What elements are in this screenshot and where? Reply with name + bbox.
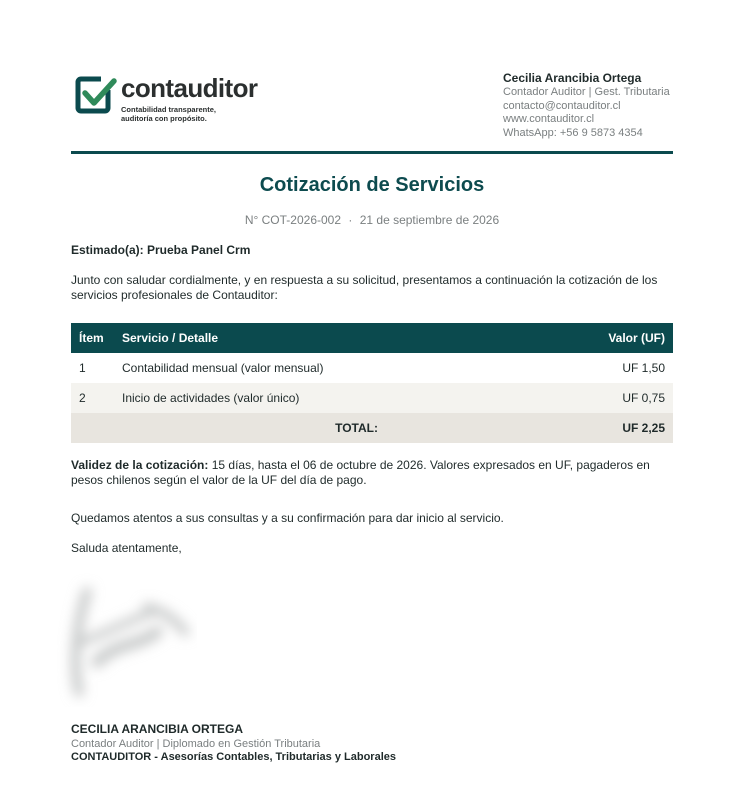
quote-date: 21 de septiembre de 2026 [359, 213, 500, 227]
document-meta [71, 213, 673, 227]
validity-label: Validez de la cotización: [71, 458, 209, 472]
header-item: Ítem [71, 323, 114, 353]
table-row [71, 383, 673, 413]
total-value: UF 2,25 [523, 413, 673, 443]
validity-paragraph [71, 458, 673, 488]
document-title: Cotización de Servicios [259, 174, 485, 196]
handwritten-signature [57, 572, 197, 707]
row-item: 2 [71, 383, 114, 413]
brand-tagline-1: Contabilidad transparente, [121, 105, 217, 114]
row-value: UF 1,50 [622, 361, 665, 375]
contact-name: Cecilia Arancibia Ortega [503, 71, 642, 85]
table-header-row [71, 323, 673, 353]
brand-tagline-2: auditoría con propósito. [121, 114, 207, 123]
row-value: UF 0,75 [523, 383, 673, 413]
quote-number: N° COT-2026-002 [244, 213, 342, 227]
checkbox-check-icon [75, 76, 117, 116]
closing-line-2: Saluda atentamente, [71, 541, 182, 555]
meta-separator: · [348, 213, 353, 227]
table-total-row [71, 413, 673, 443]
header-value: Valor (UF) [523, 323, 673, 353]
contact-block [503, 71, 673, 140]
contact-whatsapp: WhatsApp: +56 9 5873 4354 [503, 126, 643, 139]
services-table [71, 323, 673, 443]
signatory-name: CECILIA ARANCIBIA ORTEGA [71, 722, 243, 736]
row-item: 1 [79, 361, 86, 375]
contact-website[interactable]: www.contauditor.cl [503, 113, 595, 125]
total-label: TOTAL: [71, 413, 523, 443]
header-divider [71, 151, 673, 154]
signatory-company: CONTAUDITOR - Asesorías Contables, Tributarias y Laborales [71, 751, 396, 763]
validity-text: 15 días, hasta el 06 de octubre de 2026. Valores expresados en UF, pagaderos en pesos chilenos según el valor de la UF del día de pago. [71, 458, 650, 487]
brand-name: contauditor [121, 73, 258, 103]
brand-logo [75, 73, 258, 123]
row-service: Contabilidad mensual (valor mensual) [122, 361, 324, 375]
closing-line-1: Quedamos atentos a sus consultas y a su confirmación para dar inicio al servicio. [71, 511, 504, 525]
intro-paragraph: Junto con saludar cordialmente, y en respuesta a su solicitud, presentamos a continuación la cotización de los servicios profesionales de Contauditor: [71, 273, 658, 302]
greeting: Estimado(a): Prueba Panel Crm [71, 243, 251, 257]
signatory-role: Contador Auditor | Diplomado en Gestión Tributaria [71, 738, 321, 750]
contact-email[interactable]: contacto@contauditor.cl [503, 99, 621, 112]
quotation-page [71, 0, 673, 800]
header-service: Servicio / Detalle [114, 323, 523, 353]
row-service: Inicio de actividades (valor único) [114, 383, 523, 413]
table-row [71, 353, 673, 383]
document-header [71, 70, 673, 152]
contact-role: Contador Auditor | Gest. Tributaria [503, 86, 670, 98]
